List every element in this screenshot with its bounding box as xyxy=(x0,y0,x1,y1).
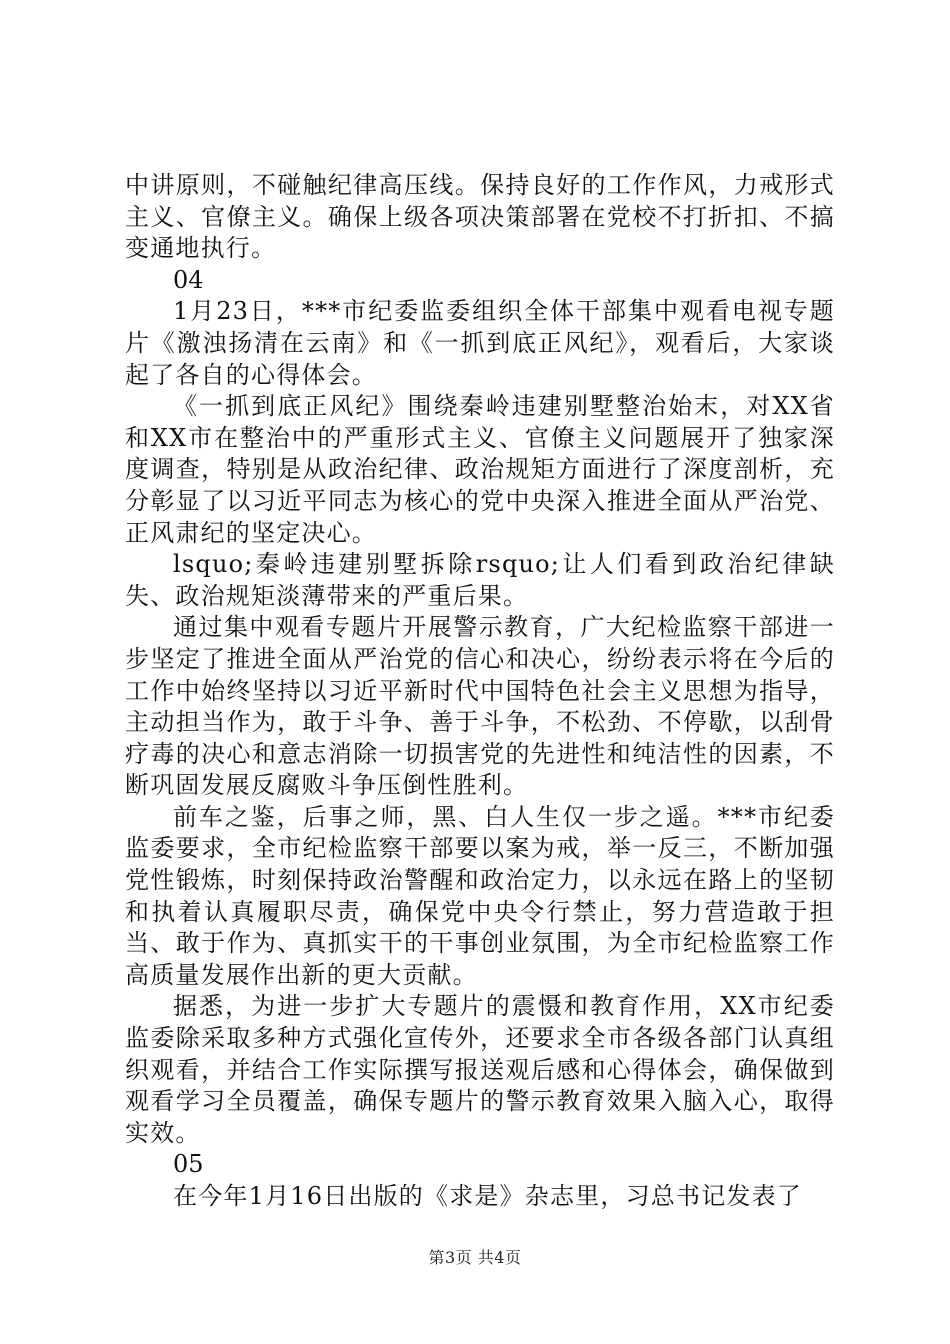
paragraph: 前车之鉴，后事之师，黑、白人生仅一步之遥。***市纪委监委要求，全市纪检监察干部要以案为戒，举一反三，不断加强党性锻炼，时刻保持政治警醒和政治定力，以永远在路上的坚韧和执着认真履职尽责，确保党中央令行禁止，努力营造敢于担当、敢于作为、真抓实干的干事创业氛围，为全市纪检监察工作高质量发展作出新的更大贡献。 xyxy=(125,802,835,989)
section-number: 05 xyxy=(173,1150,204,1179)
paragraph: 《一抓到底正风纪》围绕秦岭违建别墅整治始末，对XX省和XX市在整治中的严重形式主义、官僚主义问题展开了独家深度调查，特别是从政治纪律、政治规矩方面进行了深度剖析，充分彰显了以习近平同志为核心的党中央深入推进全面从严治党、正风肃纪的坚定决心。 xyxy=(125,392,835,547)
page-footer: 第3页 共4页 xyxy=(428,1248,522,1267)
paragraph-continuation: 中讲原则，不碰触纪律高压线。保持良好的工作作风，力戒形式主义、官僚主义。确保上级各项决策部署在党校不打折扣、不搞变通地执行。 xyxy=(125,171,835,263)
document-body xyxy=(125,170,835,1213)
paragraph: 据悉，为进一步扩大专题片的震慑和教育作用，XX市纪委监委除采取多种方式强化宣传外，还要求全市各级各部门认真组织观看，并结合工作实际撰写报送观后感和心得体会，确保做到观看学习全员覆盖，确保专题片的警示教育效果入脑入心，取得实效。 xyxy=(125,992,835,1147)
paragraph: lsquo;秦岭违建别墅拆除rsquo;让人们看到政治纪律缺失、政治规矩淡薄带来的严重后果。 xyxy=(125,550,835,610)
paragraph: 1月23日，***市纪委监委组织全体干部集中观看电视专题片《激浊扬清在云南》和《一抓到底正风纪》，观看后，大家谈起了各自的心得体会。 xyxy=(125,297,835,389)
paragraph: 在今年1月16日出版的《求是》杂志里，习总书记发表了 xyxy=(173,1182,803,1210)
section-number: 04 xyxy=(173,265,204,294)
paragraph: 通过集中观看专题片开展警示教育，广大纪检监察干部进一步坚定了推进全面从严治党的信心和决心，纷纷表示将在今后的工作中始终坚持以习近平新时代中国特色社会主义思想为指导，主动担当作为，敢于斗争、善于斗争，不松劲、不停歇，以刮骨疗毒的决心和意志消除一切损害党的先进性和纯洁性的因素，不断巩固发展反腐败斗争压倒性胜利。 xyxy=(125,613,835,800)
